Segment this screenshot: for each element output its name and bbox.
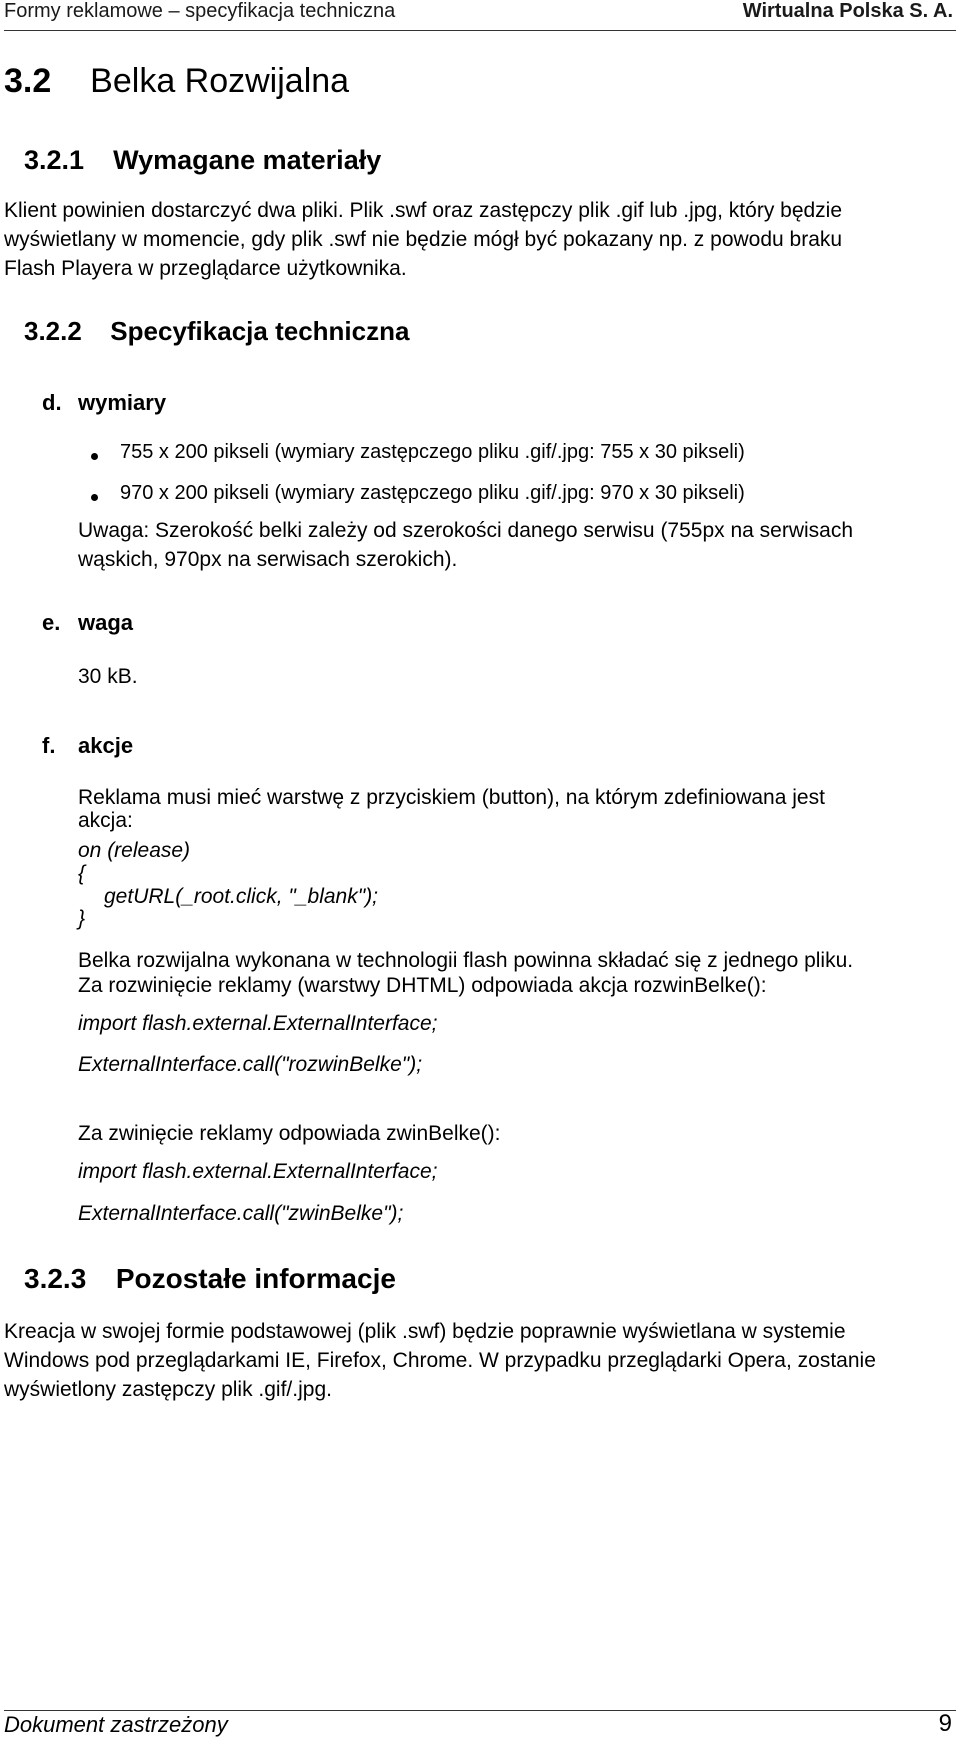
header-title: Formy reklamowe – specyfikacja techniczna (4, 0, 396, 22)
item-e-title: waga (78, 610, 134, 635)
code-line: ExternalInterface.call("rozwinBelke"); (78, 1053, 423, 1076)
code-line: ExternalInterface.call("zwinBelke"); (78, 1202, 404, 1225)
footer-divider (4, 1710, 956, 1711)
section-heading-3-2-1 (24, 145, 381, 176)
code-line: } (78, 907, 86, 930)
bullet-icon (91, 453, 98, 460)
header-divider (4, 30, 956, 31)
paragraph-line: Klient powinien dostarczyć dwa pliki. Plik .swf oraz zastępczy plik .gif lub .jpg, który będzie (4, 199, 843, 222)
code-line: getURL(_root.click, "_blank"); (104, 885, 379, 908)
item-d-title: wymiary (78, 390, 167, 415)
section-heading-3-2-3 (24, 1263, 396, 1295)
footer-label: Dokument zastrzeżony (4, 1712, 228, 1737)
section-title: Belka Rozwijalna (90, 62, 350, 100)
code-line: { (78, 862, 86, 885)
paragraph-line: akcja: (78, 809, 133, 832)
code-line: import flash.external.ExternalInterface; (78, 1012, 438, 1035)
item-f-label: f. (42, 733, 56, 758)
bullet-item: 755 x 200 pikseli (wymiary zastępczego pliku .gif/.jpg: 755 x 30 pikseli) (120, 441, 745, 463)
note-line: wąskich, 970px na serwisach szerokich). (78, 548, 458, 571)
item-e-label: e. (42, 610, 61, 635)
note-line: Uwaga: Szerokość belki zależy od szerokości danego serwisu (755px na serwisach (78, 519, 854, 542)
item-f-title: akcje (78, 733, 134, 758)
section-title: Pozostałe informacje (115, 1263, 396, 1294)
section-number: 3.2.3 (24, 1263, 87, 1294)
bullet-item: 970 x 200 pikseli (wymiary zastępczego pliku .gif/.jpg: 970 x 30 pikseli) (120, 482, 745, 504)
header-company: Wirtualna Polska S. A. (742, 0, 953, 22)
code-line: import flash.external.ExternalInterface; (78, 1160, 438, 1183)
paragraph-line: wyświetlany w momencie, gdy plik .swf nie będzie mógł być pokazany np. z powodu braku (4, 228, 843, 251)
section-number: 3.2 (4, 62, 52, 100)
section-title: Wymagane materiały (113, 145, 382, 175)
paragraph-line: Kreacja w swojej formie podstawowej (plik .swf) będzie poprawnie wyświetlana w systemie (4, 1320, 846, 1343)
paragraph-line: Za zwinięcie reklamy odpowiada zwinBelke(): (78, 1122, 501, 1145)
section-title: Specyfikacja techniczna (110, 316, 410, 346)
item-e-value: 30 kB. (78, 665, 138, 688)
item-d-label: d. (42, 390, 62, 415)
section-heading-3-2 (4, 62, 349, 101)
paragraph-line: Reklama musi mieć warstwę z przyciskiem (button), na którym zdefiniowana jest (78, 786, 825, 809)
paragraph-line: Za rozwinięcie reklamy (warstwy DHTML) odpowiada akcja rozwinBelke(): (78, 974, 767, 997)
code-line: on (release) (78, 839, 191, 862)
section-number: 3.2.2 (24, 316, 82, 346)
paragraph-line: Flash Playera w przeglądarce użytkownika. (4, 257, 407, 280)
section-heading-3-2-2 (24, 316, 409, 347)
paragraph-line: Belka rozwijalna wykonana w technologii flash powinna składać się z jednego pliku. (78, 949, 854, 972)
bullet-icon (91, 494, 98, 501)
page-number: 9 (938, 1710, 952, 1737)
paragraph-line: Windows pod przeglądarkami IE, Firefox, Chrome. W przypadku przeglądarki Opera, zostanie (4, 1349, 876, 1372)
paragraph-line: wyświetlony zastępczy plik .gif/.jpg. (4, 1378, 332, 1401)
section-number: 3.2.1 (24, 145, 85, 175)
